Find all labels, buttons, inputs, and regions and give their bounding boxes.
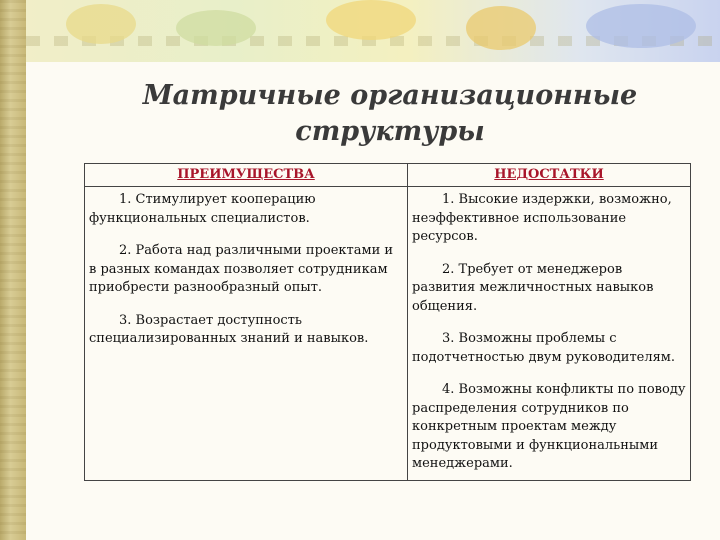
disadvantage-item: 1. Высокие издержки, возможно, неэффективное использование ресурсов. — [412, 192, 672, 244]
disadvantages-cell — [408, 187, 691, 481]
advantage-item: 2. Работа над различными проектами и в разных командах позволяет сотрудникам приобрести разнообразный опыт. — [89, 243, 394, 295]
leaf-decoration — [326, 0, 416, 40]
leaf-decoration — [66, 4, 136, 44]
comparison-table — [84, 163, 691, 481]
advantages-cell — [85, 187, 408, 481]
leaf-decoration — [586, 4, 696, 48]
decorative-left-strip — [0, 0, 26, 540]
slide-title — [120, 78, 660, 150]
title-line-1: Матричные организационные — [142, 80, 638, 111]
table-body-row — [85, 187, 691, 481]
disadvantage-item: 3. Возможны проблемы с подотчетностью двум руководителям. — [412, 331, 676, 365]
disadvantage-item: 2. Требует от менеджеров развития межличностных навыков общения. — [412, 261, 654, 314]
leaf-decoration — [176, 10, 256, 46]
advantage-item: 1. Стимулирует кооперацию функциональных специалистов. — [89, 192, 316, 226]
header-advantages: ПРЕИМУЩЕСТВА — [85, 164, 408, 187]
disadvantage-item: 4. Возможны конфликты по поводу распределения сотрудников по конкретным проектам между продуктовыми и функциональными менеджерами. — [412, 382, 686, 471]
title-line-2: структуры — [295, 116, 485, 147]
header-disadvantages: НЕДОСТАТКИ — [408, 164, 691, 187]
advantage-item: 3. Возрастает доступность специализированных знаний и навыков. — [89, 312, 369, 346]
leaf-decoration — [466, 6, 536, 50]
table-header-row — [85, 164, 691, 187]
decorative-top-banner — [26, 0, 720, 62]
